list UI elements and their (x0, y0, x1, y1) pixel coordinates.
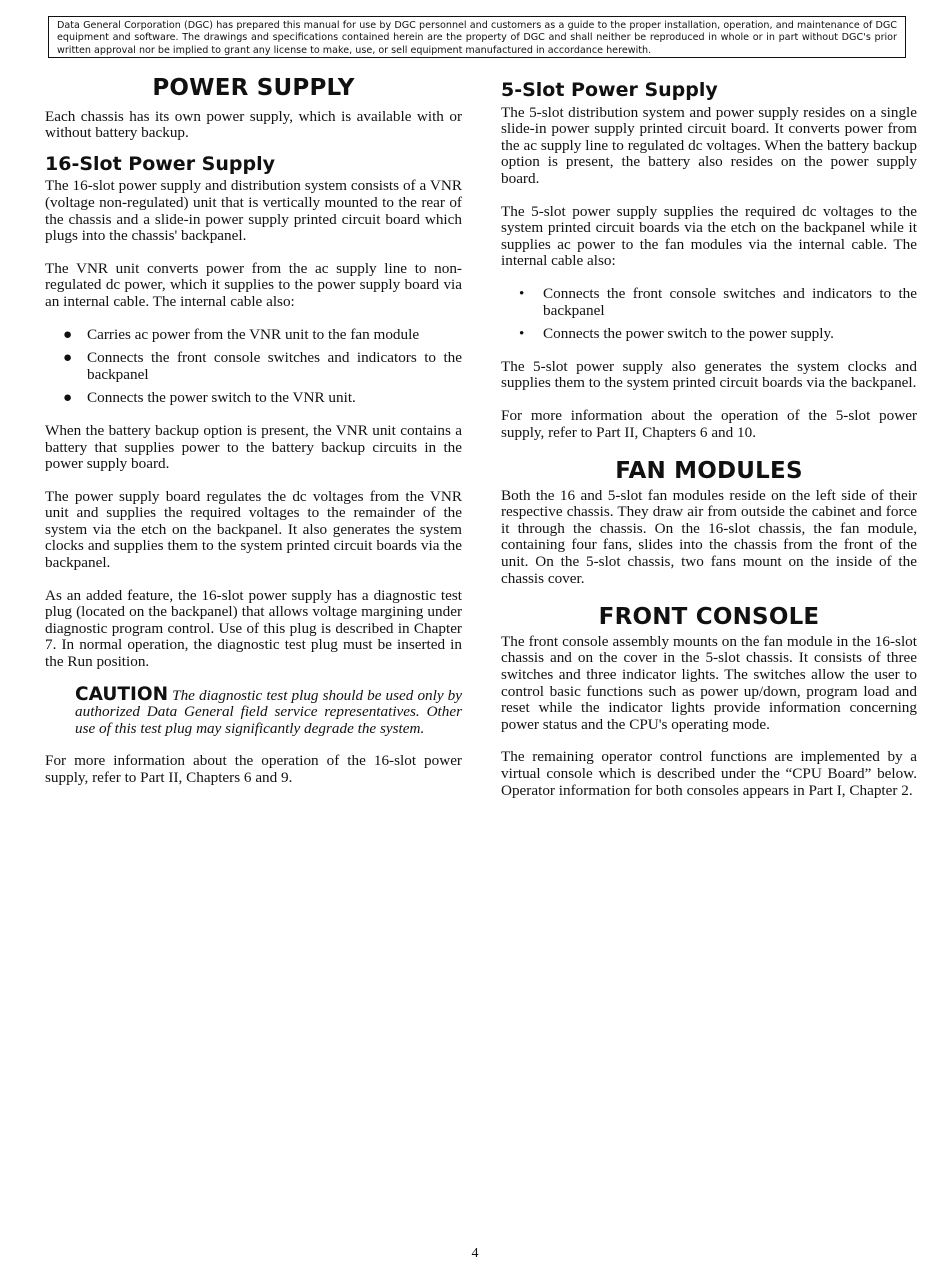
list-item-text: Carries ac power from the VNR unit to the fan module (87, 325, 420, 343)
copyright-notice: Data General Corporation (DGC) has prepared this manual for use by DGC personnel and customers as a guide to the proper installation, operation, and maintenance of DGC equipment and software. The drawings and specifications contained herein are the property of DGC and shall neither be reproduced in whole or in part without DGC's prior written approval nor be implied to grant any license to make, use, or sell equipment manufactured in accordance herewith. (48, 16, 906, 58)
slot16-bullet-list (45, 327, 462, 407)
caution-note (75, 683, 463, 738)
caution-text: The diagnostic test plug should be used only by authorized Data General field service representatives. Other use of this test plug may significantly degrade the system. (75, 686, 463, 737)
page-number: 4 (471, 1246, 479, 1261)
list-item (501, 286, 917, 319)
bullet-icon: ● (63, 325, 73, 343)
fan-modules-heading: FAN MODULES (615, 458, 803, 485)
slot16-paragraph-2: The VNR unit converts power from the ac supply line to non-regulated dc power, which it supplies to the power supply board via an internal cable. The internal cable also: (45, 259, 462, 310)
front-console-heading: FRONT CONSOLE (598, 604, 820, 631)
fan-paragraph-1: Both the 16 and 5-slot fan modules reside on the left side of their respective chassis. They draw air from outside the cabinet and force it through the chassis. On the 16-slot chassis, the fan module, containing four fans, slides into the chassis from the front of the unit. On the 5-slot chassis, two fans mount on the inside of the chassis cover. (501, 486, 917, 587)
list-item-text: Connects the power switch to the VNR unit. (87, 389, 356, 407)
left-column (45, 76, 462, 787)
bullet-icon: • (519, 284, 525, 302)
list-item (45, 350, 462, 383)
list-item (45, 327, 462, 344)
list-item (501, 326, 917, 343)
power-supply-heading: POWER SUPPLY (152, 75, 355, 101)
slot5-bullet-list (501, 286, 917, 343)
slot5-paragraph-1: The 5-slot distribution system and power supply resides on a single slide-in power supply printed circuit board. It converts power from the ac supply line to regulated dc voltages. When the battery backup option is present, the battery also resides on the power supply board. (501, 103, 917, 187)
list-item-text: Connects the front console switches and indicators to the backpanel (543, 284, 917, 319)
console-paragraph-2: The remaining operator control functions are implemented by a virtual console which is described under the “CPU Board” below. Operator information for both consoles appears in Part I, Chapter 2. (501, 748, 917, 799)
list-item (45, 390, 462, 407)
slot5-paragraph-3: The 5-slot power supply also generates the system clocks and supplies them to the system printed circuit boards via the backpanel. (501, 357, 917, 392)
slot16-paragraph-5: As an added feature, the 16-slot power supply has a diagnostic test plug (located on the backpanel) that allows voltage margining under diagnostic program control. Use of this plug is described in Chapter 7. In normal operation, the diagnostic test plug must be inserted in the Run position. (45, 586, 462, 671)
bullet-icon: ● (63, 389, 73, 407)
slot16-paragraph-4: The power supply board regulates the dc voltages from the VNR unit and supplies the required voltages to the remainder of the system via the etch on the backpanel. It also generates the system clocks and supplies them to the system printed circuit boards via the backpanel. (45, 487, 462, 572)
bullet-icon: • (519, 325, 525, 343)
slot16-heading: 16-Slot Power Supply (45, 152, 275, 175)
right-column (501, 76, 917, 799)
bullet-icon: ● (63, 349, 73, 367)
power-supply-intro: Each chassis has its own power supply, which is available with or without battery backup. (45, 107, 462, 142)
slot5-heading: 5-Slot Power Supply (501, 79, 718, 101)
caution-label: CAUTION (75, 683, 169, 705)
slot16-paragraph-3: When the battery backup option is present, the VNR unit contains a battery that supplies power to the battery backup circuits in the power supply board. (45, 421, 462, 473)
slot5-paragraph-2: The 5-slot power supply supplies the required dc voltages to the system printed circuit boards via the etch on the backpanel while it supplies ac power to the fan modules via the internal cable. The internal cable also: (501, 202, 917, 270)
console-paragraph-1: The front console assembly mounts on the fan module in the 16-slot chassis and on the cover in the 5-slot chassis. It consists of three switches and three indicator lights. The switches allow the user to control basic functions such as power up/down, program load and reset while the indicator lights provide information concerning power status and the CPU's operating mode. (501, 632, 917, 733)
list-item-text: Connects the power switch to the power supply. (543, 325, 834, 343)
list-item-text: Connects the front console switches and indicators to the backpanel (87, 349, 462, 383)
slot5-paragraph-4: For more information about the operation of the 5-slot power supply, refer to Part II, Chapters 6 and 10. (501, 406, 917, 441)
slot16-paragraph-6: For more information about the operation of the 16-slot power supply, refer to Part II, Chapters 6 and 9. (45, 752, 462, 786)
slot16-paragraph-1: The 16-slot power supply and distribution system consists of a VNR (voltage non-regulated) unit that is vertically mounted to the rear of the chassis and a slide-in power supply printed circuit board which plugs into the chassis' backpanel. (45, 177, 462, 245)
